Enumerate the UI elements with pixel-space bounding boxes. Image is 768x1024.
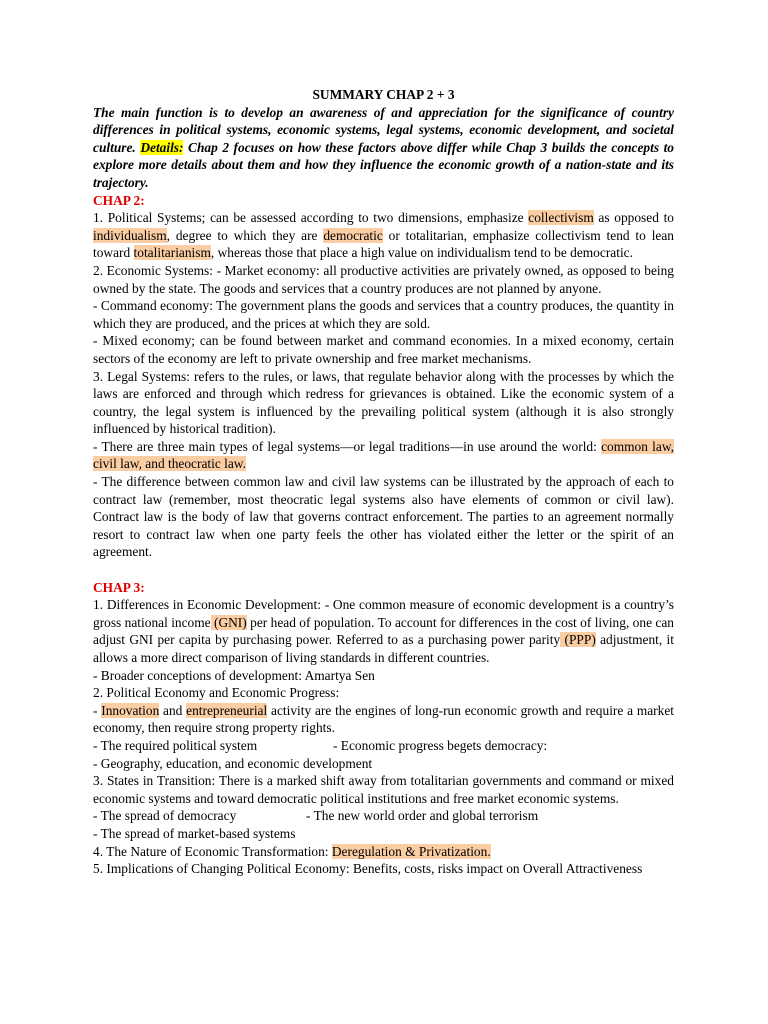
highlight-ppp: (PPP) bbox=[560, 632, 596, 648]
chap2-economic-systems: 2. Economic Systems: - Market economy: all productive activities are privately owned, as opposed to being owned by the state. The goods and services that a country produces are not planned by anyone. bbox=[93, 262, 674, 296]
chap2-mixed-economy: - Mixed economy; can be found between market and command economies. In a mixed economy, certain sectors of the economy are left to private ownership and free market mechanisms. bbox=[93, 333, 674, 366]
blank-line bbox=[93, 561, 674, 579]
text-run: , whereas those that place a high value on individualism tend to be democratic. bbox=[210, 245, 633, 261]
chap3-economic-development bbox=[93, 596, 674, 666]
document-title: SUMMARY CHAP 2 + 3 bbox=[312, 87, 455, 102]
chap3-innovation bbox=[93, 702, 674, 737]
chap3-states-transition: 3. States in Transition: There is a marked shift away from totalitarian governments and command or mixed economic systems and toward democratic political institutions and free market economic systems. bbox=[93, 773, 674, 806]
chap3-political-system-row bbox=[93, 737, 674, 755]
text-run: 4. The Nature of Economic Transformation: bbox=[93, 843, 332, 859]
highlight-legal-types: common law, civil law, and theocratic law. bbox=[93, 438, 674, 472]
spread-of-democracy: - The spread of democracy bbox=[93, 808, 237, 824]
chap2-contract-law: - The difference between common law and civil law systems can be illustrated by the approach of each to contract law (remember, most theocratic legal systems also have elements of common or civil law). Contract law is the body of law that governs contract enforcement. The parties to an agreement normally resort to contract law when one party feels the other has violated either the letter or the spirit of an agreement. bbox=[93, 474, 674, 560]
text-run: and bbox=[159, 702, 187, 718]
document-page bbox=[93, 86, 674, 878]
chap2-legal-systems: 3. Legal Systems: refers to the rules, or laws, that regulate behavior along with the processes by which the laws are enforced and through which redress for grievances is obtained. Like the economic system of a country, the legal system is influenced by the prevailing political system (although it is also strongly influenced by historical tradition). bbox=[93, 368, 674, 437]
text-run: - bbox=[93, 702, 102, 718]
highlight-innovation: Innovation bbox=[101, 702, 160, 718]
chap3-transformation bbox=[93, 843, 674, 861]
text-run: activity are the engines of long-run economic growth and require a market economy, then require strong property rights. bbox=[93, 702, 674, 736]
text-run: 1. Differences in Economic Development: - One common measure of economic development is a country’s gross national income bbox=[93, 597, 674, 630]
chap3-democracy-row bbox=[93, 807, 674, 825]
chap2-political-systems bbox=[93, 209, 674, 262]
new-world-order: - The new world order and global terrorism bbox=[306, 808, 539, 824]
chap2-heading: CHAP 2: bbox=[93, 192, 145, 208]
text-run: , degree to which they are bbox=[166, 227, 324, 243]
required-political-system: - The required political system bbox=[93, 737, 258, 753]
chap3-implications: 5. Implications of Changing Political Economy: Benefits, costs, risks impact on Overall Attractiveness bbox=[93, 861, 643, 877]
highlight-democratic: democratic bbox=[323, 227, 383, 243]
chap3-broader-conceptions: - Broader conceptions of development: Amartya Sen bbox=[93, 667, 375, 683]
highlight-totalitarianism: totalitarianism bbox=[133, 245, 211, 261]
highlight-collectivism: collectivism bbox=[528, 210, 594, 226]
highlight-entrepreneurial: entrepreneurial bbox=[186, 702, 268, 718]
text-run: 1. Political Systems; can be assessed according to two dimensions, emphasize bbox=[93, 210, 529, 226]
highlight-gni: (GNI) bbox=[210, 614, 247, 630]
chap3-heading: CHAP 3: bbox=[93, 579, 145, 595]
details-label: Details: bbox=[140, 139, 184, 155]
highlight-deregulation: Deregulation & Privatization. bbox=[331, 843, 491, 859]
text-run: as opposed to bbox=[593, 210, 674, 226]
chap3-market-systems: - The spread of market-based systems bbox=[93, 825, 296, 841]
chap2-legal-types bbox=[93, 438, 674, 473]
chap3-geography: - Geography, education, and economic development bbox=[93, 755, 373, 771]
intro-text-2: Chap 2 focuses on how these factors above differ while Chap 3 builds the concepts to explore more details about them and how they influence the economic growth of a nation-state and its trajectory. bbox=[93, 139, 674, 190]
chap3-political-economy: 2. Political Economy and Economic Progress: bbox=[93, 685, 340, 701]
intro-text-1: The main function is to develop an awareness of and appreciation for the significance of country differences in political systems, economic systems, legal systems, economic development, and societal culture. bbox=[93, 104, 674, 155]
chap2-command-economy: - Command economy: The government plans the goods and services that a country produces, the quantity in which they are produced, and the prices at which they are sold. bbox=[93, 298, 674, 331]
text-run: per head of population. To account for differences in the cost of living, one can adjust GNI per capita by purchasing power. Referred to as a purchasing power parity bbox=[93, 614, 674, 648]
text-run: - There are three main types of legal systems—or legal traditions—in use around the world: bbox=[93, 438, 602, 454]
intro-paragraph bbox=[93, 104, 674, 192]
economic-progress-democracy: - Economic progress begets democracy: bbox=[333, 737, 548, 753]
text-run: or totalitarian, emphasize collectivism tend to lean toward bbox=[93, 227, 675, 261]
highlight-individualism: individualism bbox=[93, 227, 167, 243]
text-run: adjustment, it allows a more direct comparison of living standards in different countries. bbox=[93, 632, 674, 665]
